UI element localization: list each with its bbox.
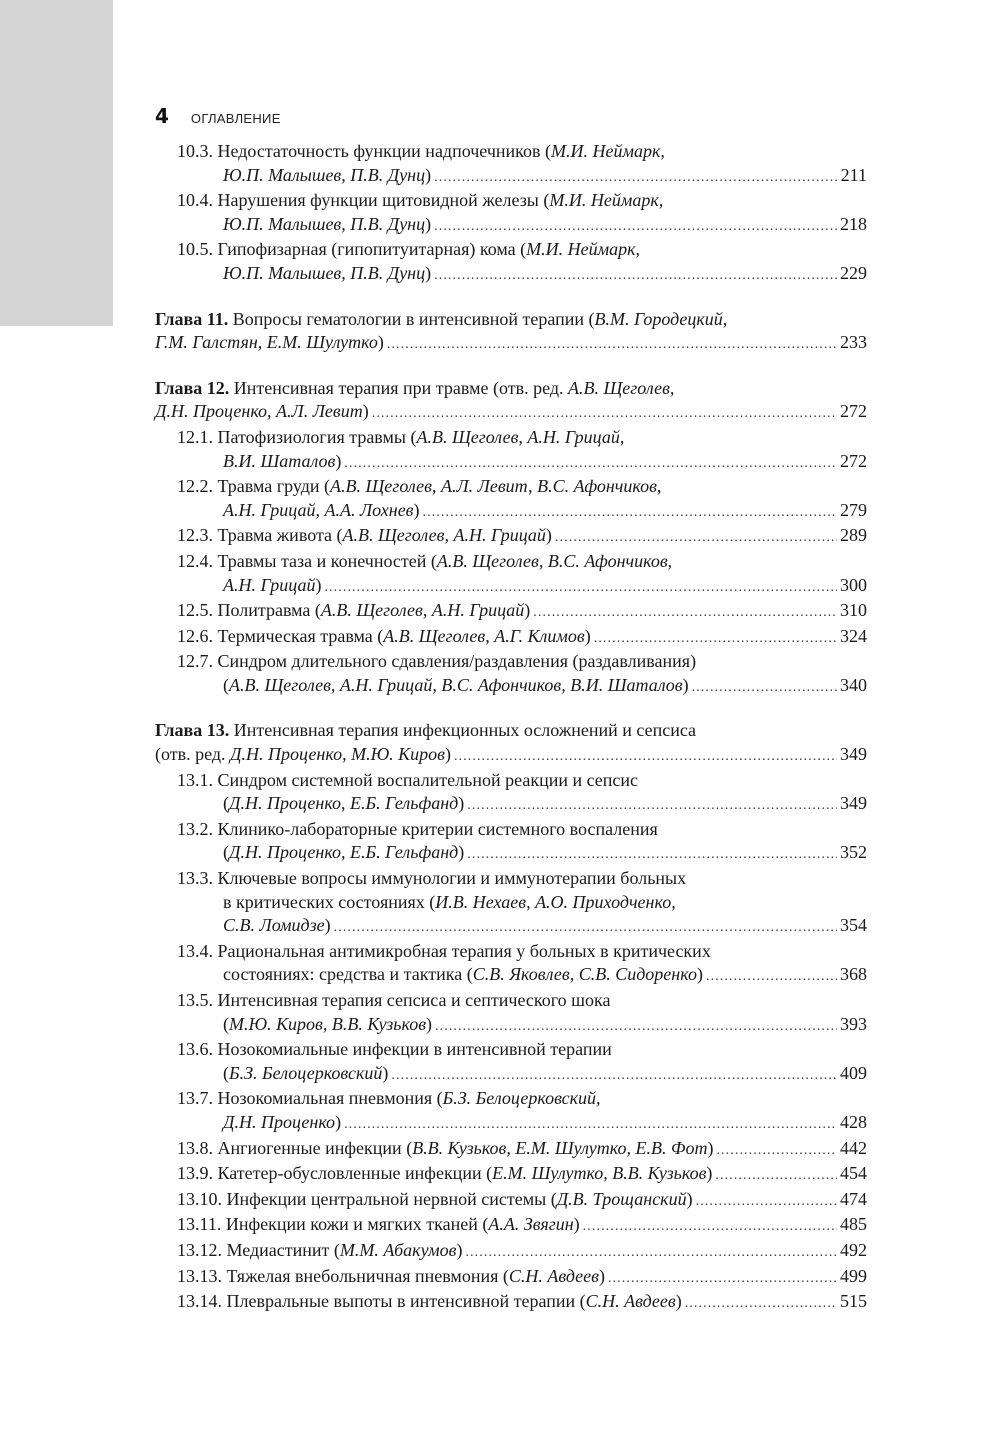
toc-entry-line — [177, 189, 867, 213]
author-names: И.В. Нехаев, А.О. Приходченко, — [435, 891, 676, 912]
toc-entry-line — [177, 1162, 867, 1188]
author-names: Д.Н. Проценко, Е.Б. Гельфанд — [229, 842, 459, 863]
page-ref: 300 — [840, 574, 867, 595]
page-ref: 340 — [840, 674, 867, 695]
entry-title: ) — [382, 1062, 389, 1083]
toc-entry-line — [177, 1087, 867, 1111]
dot-leader — [454, 743, 837, 769]
toc-entry-line — [177, 524, 867, 550]
dot-leader — [324, 574, 837, 600]
entry-title: ( — [223, 1013, 229, 1034]
side-margin-band — [0, 0, 113, 326]
entry-title: ) — [315, 574, 322, 595]
page-ref: 442 — [840, 1137, 867, 1158]
author-names: Д.В. Трощанский — [556, 1188, 687, 1209]
entry-title: ) — [425, 164, 432, 185]
author-names: В.В. Кузьков, Е.М. Шулутко, Е.В. Фот — [412, 1137, 708, 1158]
dot-leader — [594, 625, 837, 651]
toc-entry-text — [177, 239, 640, 259]
entry-title: 13.13. Тяжелая внебольничная пневмония ( — [177, 1265, 509, 1286]
dot-leader — [434, 262, 837, 288]
toc-chapter-entry[interactable] — [155, 308, 867, 357]
dot-leader — [608, 1265, 837, 1291]
author-names: М.Ю. Киров, В.В. Кузьков — [229, 1013, 427, 1034]
toc-entry-text — [177, 1088, 601, 1108]
entry-title: ) — [545, 525, 552, 546]
toc-section-entry[interactable] — [155, 189, 867, 238]
entry-title: ) — [426, 1013, 433, 1034]
chapter-label: Глава 13. — [155, 720, 230, 741]
toc-entry-text — [223, 914, 331, 938]
author-names: Б.З. Белоцерковский, — [442, 1088, 601, 1109]
toc-entry-text — [177, 476, 661, 496]
chapter-label: Глава 11. — [155, 308, 229, 329]
toc-entry-text — [177, 551, 672, 571]
entry-title: 12.4. Травмы таза и конечностей ( — [177, 550, 437, 571]
dot-leader — [685, 1290, 837, 1316]
entry-title: ) — [573, 1214, 580, 1235]
entry-title: ) — [425, 213, 432, 234]
toc-entry-text — [177, 625, 591, 649]
toc-chapter-entry[interactable] — [155, 719, 867, 768]
toc-section-entry[interactable] — [155, 426, 867, 475]
toc-entry-line — [177, 1213, 867, 1239]
toc-entry-line — [177, 1062, 867, 1088]
entry-title: ) — [362, 401, 369, 422]
page-ref: 515 — [840, 1291, 867, 1312]
toc-entry-text — [223, 674, 689, 698]
author-names: А.В. Щеголев, А.Н. Грицай — [342, 525, 546, 546]
toc-entry-line — [155, 331, 867, 357]
author-names: С.В. Ломидзе — [223, 915, 325, 936]
toc-entry-line — [177, 867, 867, 891]
entry-title: (отв. ред. — [155, 744, 231, 765]
author-names: Г.М. Галстян, Е.М. Шулутко — [155, 332, 378, 353]
entry-title: Вопросы гематологии в интенсивной терапии ( — [228, 308, 595, 329]
toc-entry-line — [177, 818, 867, 842]
author-names: А.Н. Грицай, А.А. Лохнев — [223, 499, 414, 520]
page-ref: 393 — [840, 1013, 867, 1034]
toc-chapter-entry[interactable] — [155, 377, 867, 426]
entry-title: ) — [598, 1265, 605, 1286]
dot-leader — [434, 213, 837, 239]
page-number: 4 — [155, 104, 169, 128]
author-names: М.М. Абакумов — [339, 1239, 457, 1260]
dot-leader — [467, 792, 837, 818]
page-ref: 272 — [840, 401, 867, 422]
toc-section-entry[interactable] — [155, 238, 867, 287]
author-names: Ю.П. Малышев, П.В. Дунц — [223, 213, 426, 234]
toc-entry-text — [177, 651, 696, 671]
author-names: Б.З. Белоцерковский — [229, 1062, 383, 1083]
dot-leader — [692, 674, 837, 700]
toc-entry-text — [177, 427, 624, 447]
toc-entry-text — [223, 213, 431, 237]
toc-section-entry[interactable] — [155, 1162, 867, 1188]
toc-entry-text — [223, 792, 464, 816]
toc-entry-text — [155, 743, 451, 767]
author-names: Д.Н. Проценко, М.Ю. Киров — [230, 744, 445, 765]
toc-entry-line — [177, 574, 867, 600]
author-names: В.И. Шаталов — [223, 450, 336, 471]
entry-title: ) — [444, 744, 451, 765]
toc-entry-line — [177, 475, 867, 499]
toc-entry-line — [177, 1188, 867, 1214]
author-names: А.В. Щеголев, А.Н. Грицай, — [416, 426, 625, 447]
entry-title: ) — [324, 915, 331, 936]
toc-entry-text — [223, 164, 431, 188]
entry-title: 12.5. Политравма ( — [177, 600, 321, 621]
entry-title: 13.10. Инфекции центральной нервной системы ( — [177, 1188, 557, 1209]
page-ref: 233 — [840, 332, 867, 353]
page-ref: 289 — [840, 525, 867, 546]
page-ref: 349 — [840, 744, 867, 765]
entry-title: ) — [458, 793, 465, 814]
author-names: Ю.П. Малышев, П.В. Дунц — [223, 164, 426, 185]
toc-entry-text — [155, 400, 369, 424]
entry-title: Интенсивная терапия инфекционных осложнений и сепсиса — [229, 720, 697, 741]
entry-title: 13.14. Плевральные выпоты в интенсивной терапии ( — [177, 1291, 586, 1312]
toc-entry-text — [223, 1062, 388, 1086]
entry-title: 12.6. Термическая травма ( — [177, 625, 384, 646]
toc-section-entry[interactable] — [155, 625, 867, 651]
toc-entry-line — [177, 1111, 867, 1137]
toc-entry-text — [177, 990, 610, 1010]
toc-entry-line — [177, 1137, 867, 1163]
entry-title: ) — [413, 499, 420, 520]
toc-section-entry[interactable] — [155, 769, 867, 818]
dot-leader — [696, 1188, 837, 1214]
page-ref: 409 — [840, 1062, 867, 1083]
toc-entry-text — [223, 574, 321, 598]
page-ref: 211 — [840, 164, 867, 185]
toc-entry-line — [177, 914, 867, 940]
toc-section-entry[interactable] — [155, 1213, 867, 1239]
entry-title: ) — [524, 600, 531, 621]
toc-entry-line — [155, 377, 867, 401]
toc-entry-line — [177, 650, 867, 674]
entry-title: 13.7. Нозокомиальная пневмония ( — [177, 1088, 443, 1109]
author-names: С.Н. Авдеев — [508, 1265, 599, 1286]
page-ref: 279 — [840, 499, 867, 520]
toc-entry-text — [223, 499, 420, 523]
page-ref: 454 — [840, 1163, 867, 1184]
entry-title: 12.3. Травма живота ( — [177, 525, 343, 546]
author-names: М.И. Неймарк, — [551, 141, 665, 161]
entry-title: 13.11. Инфекции кожи и мягких тканей ( — [177, 1214, 489, 1235]
toc-entry-line — [177, 238, 867, 262]
entry-title: ) — [675, 1291, 682, 1312]
dot-leader — [344, 450, 837, 476]
entry-title: ) — [706, 1163, 713, 1184]
toc-entry-text — [177, 1290, 682, 1314]
dot-leader — [706, 963, 837, 989]
toc-section-entry[interactable] — [155, 1038, 867, 1087]
entry-title: 13.6. Нозокомиальные инфекции в интенсивной терапии — [177, 1039, 612, 1060]
entry-title: 13.4. Рациональная антимикробная терапия у больных в критических — [177, 940, 711, 961]
toc-entry-text — [155, 331, 384, 355]
entry-title: 13.8. Ангиогенные инфекции ( — [177, 1137, 413, 1158]
entry-title: 10.5. Гипофизарная (гипопитуитарная) кома ( — [177, 239, 527, 260]
dot-leader — [387, 331, 837, 357]
dot-leader — [533, 599, 837, 625]
entry-title: ) — [584, 625, 591, 646]
toc-entry-text — [177, 819, 658, 839]
toc-section-entry[interactable] — [155, 989, 867, 1038]
entry-title: ) — [682, 674, 689, 695]
page-ref: 474 — [840, 1188, 867, 1209]
toc-section-entry[interactable] — [155, 1137, 867, 1163]
page-ref: 324 — [840, 625, 867, 646]
toc-entry-line — [177, 674, 867, 700]
toc-section-entry[interactable] — [155, 940, 867, 989]
toc-entry-text — [223, 262, 431, 286]
dot-leader — [344, 1111, 837, 1137]
entry-title: 13.5. Интенсивная терапия сепсиса и септического шока — [177, 990, 611, 1010]
entry-title: 12.2. Травма груди ( — [177, 476, 331, 497]
entry-title: в критических состояниях ( — [223, 891, 436, 912]
toc-entry-line — [177, 769, 867, 793]
page-header — [155, 104, 281, 132]
entry-title: Интенсивная терапия при травме (отв. ред. — [229, 377, 568, 398]
author-names: А.В. Щеголев, — [568, 377, 675, 398]
entry-title: ) — [377, 332, 384, 353]
toc-entry-text — [177, 1213, 580, 1237]
toc-section-entry[interactable] — [155, 475, 867, 524]
toc-entry-line — [177, 940, 867, 964]
page-ref: 310 — [840, 600, 867, 621]
toc-entry-line — [177, 550, 867, 574]
entry-title: 10.3. Недостаточность функции надпочечников ( — [177, 141, 551, 161]
toc-section-entry[interactable] — [155, 867, 867, 940]
toc-entry-line — [155, 308, 867, 332]
toc-entry-line — [177, 891, 867, 915]
toc-entry-text — [177, 770, 638, 790]
toc-section-entry[interactable] — [155, 1290, 867, 1316]
entry-title: ) — [335, 450, 342, 471]
page-ref: 349 — [840, 793, 867, 814]
toc-entry-line — [177, 1239, 867, 1265]
toc-entry-text — [155, 309, 727, 329]
author-names: А.В. Щеголев, А.Л. Левит, В.С. Афончиков, — [330, 476, 662, 497]
entry-title: ( — [223, 842, 229, 863]
author-names: А.В. Щеголев, А.Г. Климов — [383, 625, 585, 646]
toc-entry-line — [177, 989, 867, 1013]
toc-section-entry[interactable] — [155, 1239, 867, 1265]
author-names: Д.Н. Проценко — [223, 1111, 336, 1132]
toc-entry-line — [177, 499, 867, 525]
running-header-title: ОГЛАВЛЕНИЕ — [190, 111, 281, 126]
entry-title: 13.12. Медиастинит ( — [177, 1239, 340, 1260]
entry-title: состояниях: средства и тактика ( — [223, 964, 473, 985]
toc-entry-text — [177, 1162, 712, 1186]
toc-entry-text — [155, 378, 674, 398]
toc-entry-text — [177, 599, 530, 623]
toc-entry-line — [177, 792, 867, 818]
toc-entry-text — [177, 1239, 462, 1263]
dot-leader — [435, 1013, 837, 1039]
author-names: А.В. Щеголев, В.С. Афончиков, — [436, 550, 673, 571]
author-names: М.И. Неймарк, — [549, 190, 664, 211]
toc-entry-line — [177, 426, 867, 450]
dot-leader — [555, 524, 837, 550]
toc-entry-line — [177, 262, 867, 288]
toc-entry-line — [177, 599, 867, 625]
toc-entry-text — [223, 1111, 341, 1135]
author-names: Ю.П. Малышев, П.В. Дунц — [223, 262, 426, 283]
entry-title: ) — [686, 1188, 693, 1209]
toc-entry-line — [177, 963, 867, 989]
toc-entry-line — [177, 1290, 867, 1316]
dot-leader — [583, 1213, 837, 1239]
dot-leader — [391, 1062, 837, 1088]
toc-entry-text — [177, 141, 665, 161]
entry-title: ( — [223, 674, 229, 695]
toc-section-entry[interactable] — [155, 1188, 867, 1214]
toc-entry-text — [177, 1188, 693, 1212]
page-ref: 352 — [840, 842, 867, 863]
toc-section-entry[interactable] — [155, 599, 867, 625]
toc-section-entry[interactable] — [155, 140, 867, 189]
toc-section-entry[interactable] — [155, 1087, 867, 1136]
page-ref: 485 — [840, 1214, 867, 1235]
entry-title: 12.7. Синдром длительного сдавления/раздавления (раздавливания) — [177, 651, 697, 672]
dot-leader — [372, 400, 837, 426]
page-ref: 368 — [840, 964, 867, 985]
dot-leader — [716, 1137, 837, 1163]
toc-entry-line — [177, 841, 867, 867]
toc-entry-text — [223, 1013, 432, 1037]
page-ref: 354 — [840, 915, 867, 936]
page-ref: 229 — [840, 262, 867, 283]
page-ref: 272 — [840, 450, 867, 471]
toc-entry-line — [155, 719, 867, 743]
toc-entry-text — [223, 841, 464, 865]
toc-entry-line — [155, 400, 867, 426]
dot-leader — [423, 499, 838, 525]
author-names: Д.Н. Проценко, Е.Б. Гельфанд — [229, 793, 459, 814]
toc-entry-text — [155, 720, 696, 740]
entry-title: 13.2. Клинико-лабораторные критерии системного воспаления — [177, 818, 658, 839]
entry-title: ( — [223, 793, 229, 814]
author-names: С.Н. Авдеев — [585, 1291, 676, 1312]
toc-entry-line — [177, 1265, 867, 1291]
toc-entry-line — [155, 743, 867, 769]
entry-title: ) — [707, 1137, 714, 1158]
toc-entry-text — [223, 450, 341, 474]
author-names: С.В. Яковлев, С.В. Сидоренко — [472, 964, 697, 985]
toc-section-entry[interactable] — [155, 550, 867, 599]
dot-leader — [465, 1239, 837, 1265]
author-names: А.В. Щеголев, А.Н. Грицай — [320, 600, 525, 621]
toc-entry-text — [177, 190, 663, 210]
entry-title: 13.3. Ключевые вопросы иммунологии и иммунотерапии больных — [177, 868, 687, 889]
toc-section-entry[interactable] — [155, 818, 867, 867]
dot-leader — [467, 841, 837, 867]
entry-title: ) — [456, 1239, 463, 1260]
toc-entry-text — [177, 941, 711, 961]
toc-entry-line — [177, 625, 867, 651]
toc-section-entry[interactable] — [155, 524, 867, 550]
entry-title: ) — [458, 842, 465, 863]
entry-title: ) — [335, 1111, 342, 1132]
dot-leader — [434, 164, 838, 190]
author-names: А.В. Щеголев, А.Н. Грицай, В.С. Афончиков, В.И. Шаталов — [229, 674, 683, 695]
author-names: М.И. Неймарк, — [526, 239, 641, 260]
toc-entry-text — [177, 1039, 612, 1059]
page-ref: 499 — [840, 1265, 867, 1286]
entry-title: 13.9. Катетер-обусловленные инфекции ( — [177, 1163, 493, 1184]
toc-entry-text — [223, 963, 703, 987]
toc-section-entry[interactable] — [155, 1265, 867, 1291]
author-names: А.Н. Грицай — [223, 574, 316, 595]
author-names: А.А. Звягин — [488, 1214, 574, 1235]
toc-entry-text — [177, 1137, 713, 1161]
chapter-label: Глава 12. — [155, 377, 230, 398]
page-ref: 428 — [840, 1111, 867, 1132]
toc-entry-line — [177, 1038, 867, 1062]
dot-leader — [334, 914, 837, 940]
toc-entry-line — [177, 450, 867, 476]
toc-entry-text — [177, 524, 552, 548]
author-names: Е.М. Шулутко, В.В. Кузьков — [492, 1163, 707, 1184]
entry-title: ( — [223, 1062, 229, 1083]
toc-entry-line — [177, 1013, 867, 1039]
dot-leader — [715, 1162, 837, 1188]
entry-title: 10.4. Нарушения функции щитовидной железы ( — [177, 190, 550, 211]
toc-entry-text — [223, 892, 676, 912]
table-of-contents — [155, 140, 867, 1316]
page-ref: 492 — [840, 1239, 867, 1260]
entry-title: ) — [425, 262, 432, 283]
page-ref: 218 — [840, 213, 867, 234]
toc-section-entry[interactable] — [155, 650, 867, 699]
toc-entry-text — [177, 868, 686, 888]
entry-title: 12.1. Патофизиология травмы ( — [177, 426, 417, 447]
author-names: В.М. Городецкий, — [594, 308, 728, 329]
author-names: Д.Н. Проценко, А.Л. Левит — [155, 401, 363, 422]
toc-entry-text — [177, 1265, 605, 1289]
toc-entry-line — [177, 164, 867, 190]
entry-title: 13.1. Синдром системной воспалительной реакции и сепсис — [177, 769, 639, 790]
toc-entry-line — [177, 213, 867, 239]
toc-entry-line — [177, 140, 867, 164]
entry-title: ) — [696, 964, 703, 985]
